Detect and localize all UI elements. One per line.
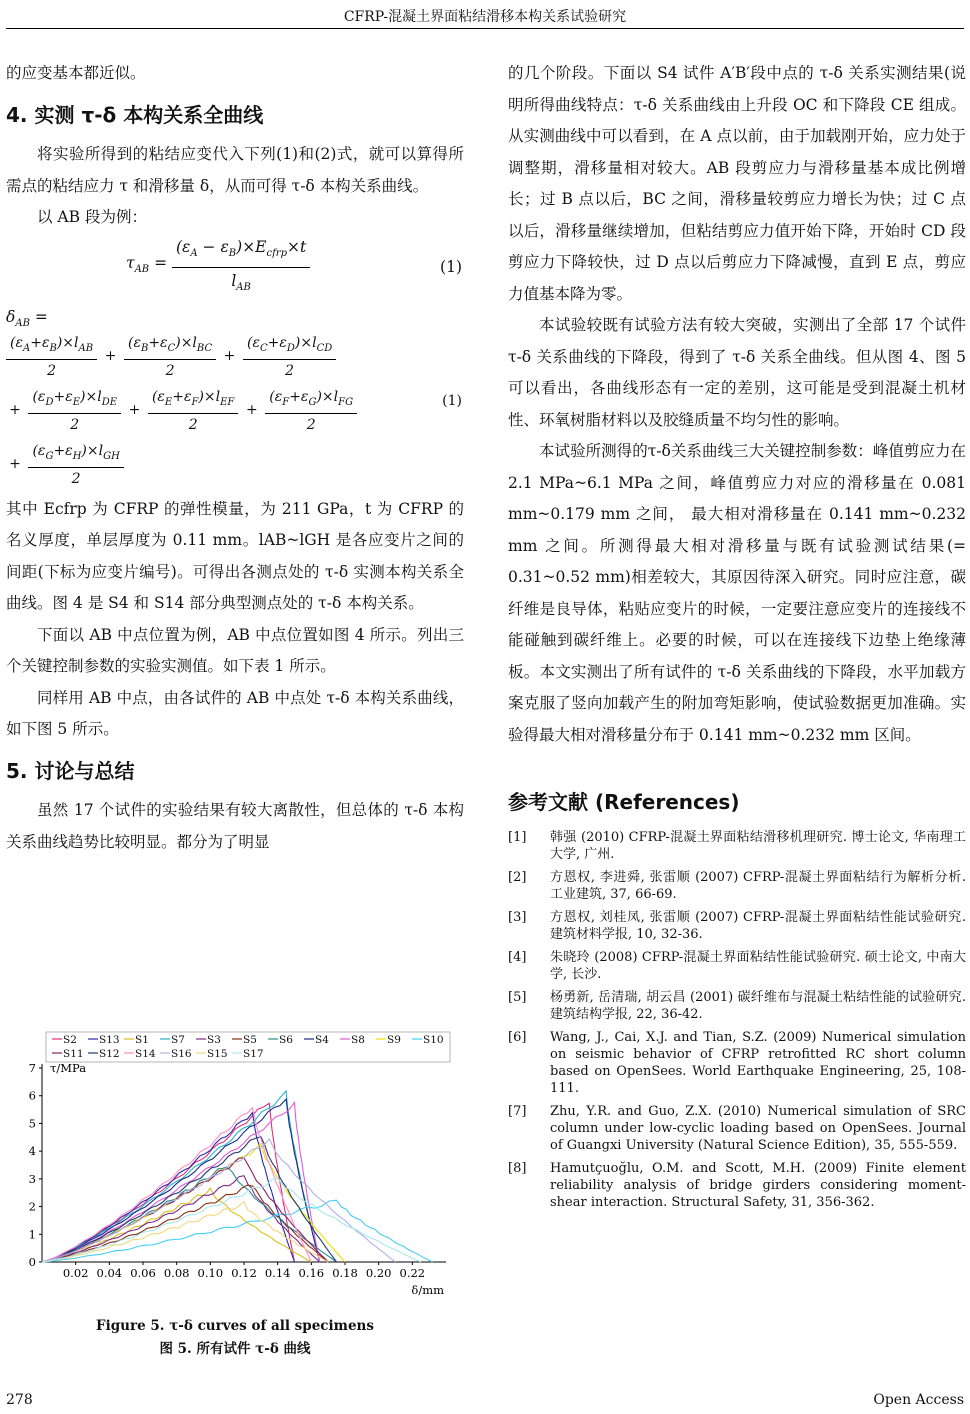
reference-number: [5] — [508, 989, 527, 1005]
equation-row: $\frac{(\varepsilon_A+\varepsilon_B)\times l_{AB}}{2}$ + $\frac{(\varepsilon_B+\varepsilon_C)\times l_{BC}}{2}$ + $\frac{(\varepsilon_C+\varepsilon_D)\times l_{CD}}{2}$ — [6, 332, 464, 386]
legend-label: S13 — [99, 1034, 120, 1046]
paragraph: 的几个阶段。下面以 S4 试件 A′B′段中点的 τ-δ 关系实测结果(说明所得曲线特点：τ-δ 关系曲线由上升段 OC 和下降段 CE 组成。从实测曲线中可以看到，在 A 点以前，由于加载刚开始，应力处于调整期，滑移量相对较大。AB 段剪应力与滑移量基本成比例增长；过 B 点以后，BC 之间，滑移量较剪应力增长为快；过 C 点以后，滑移量继续增加，但粘结剪应力值开始下降，开始时 CD 段剪应力下降较快，过 D 点以后剪应力下降减慢，直到 E 点，剪应力值基本降为零。 — [508, 64, 966, 303]
y-tick-label: 6 — [28, 1088, 36, 1103]
reference-number: [1] — [508, 829, 527, 845]
reference-text: Zhu, Y.R. and Guo, Z.X. (2010) Numerical simulation of SRC column under low-cyclic loading based on OpenSees. Journal of Guangxi University (Natural Science Edition), 35, 555-559. — [550, 1103, 966, 1153]
page-number: 278 — [6, 1392, 33, 1408]
chart-svg — [6, 1028, 464, 1318]
reference-number: [6] — [508, 1029, 527, 1045]
paragraph: 虽然 17 个试件的实验结果有较大离散性，但总体的 τ-δ 本构关系曲线趋势比较明显。都分为了明显 — [6, 801, 464, 851]
legend-label: S5 — [243, 1034, 257, 1046]
series-line-s4 — [42, 1099, 320, 1262]
y-tick-label: 3 — [28, 1171, 36, 1186]
legend-label: S6 — [279, 1034, 293, 1046]
legend-label: S11 — [63, 1048, 84, 1060]
x-tick-label: 0.10 — [197, 1266, 224, 1280]
publisher-label: Open Access — [873, 1392, 964, 1408]
y-tick-label: 2 — [28, 1199, 36, 1214]
x-tick-label: 0.06 — [130, 1266, 156, 1280]
x-tick-label: 0.22 — [399, 1266, 426, 1280]
y-tick-label: 4 — [28, 1144, 36, 1159]
left-column — [6, 58, 464, 858]
section-heading-4: 4. 实测 τ-δ 本构关系全曲线 — [6, 102, 264, 127]
legend-label: S4 — [315, 1034, 329, 1046]
running-header: CFRP-混凝土界面粘结滑移本构关系试验研究 — [343, 9, 627, 25]
series-line-s8 — [42, 1103, 320, 1263]
reference-item — [508, 1029, 966, 1097]
legend-label: S3 — [207, 1034, 221, 1046]
reference-text: 杨勇新, 岳清瑞, 胡云昌 (2001) 碳纤维布与混凝土粘结性能的试验研究. 建筑结构学报, 22, 36-42. — [550, 989, 966, 1022]
reference-text: Wang, J., Cai, X.J. and Tian, S.Z. (2009) Numerical simulation on seismic behavior of CFRP retrofitted RC short column based on OpenSees. World Earthquake Engineering, 25, 108-111. — [550, 1029, 966, 1096]
figure-5-chart — [6, 1028, 464, 1368]
legend-label: S9 — [387, 1034, 401, 1046]
reference-item — [508, 909, 966, 943]
paragraph: 本试验较既有试验方法有较大突破，实测出了全部 17 个试件 τ-δ 关系曲线的下降段，得到了 τ-δ 关系全曲线。但从图 4、图 5 可以看出，各曲线形态有一定的差别，这可能是受到混凝土机材性、环氧树脂材料以及胶缝质量不均匀性的影响。 — [508, 316, 966, 429]
paragraph: 同样用 AB 中点，由各试件的 AB 中点处 τ-δ 本构关系曲线，如下图 5 所示。 — [6, 688, 464, 738]
x-tick-label: 0.02 — [62, 1266, 89, 1280]
x-tick-label: 0.08 — [163, 1266, 190, 1280]
equation-delta — [6, 332, 464, 494]
legend-label: S12 — [99, 1048, 120, 1060]
reference-number: [2] — [508, 869, 527, 885]
reference-text: 方恩权, 刘桂凤, 张雷顺 (2007) CFRP-混凝土界面粘结性能试验研究. 建筑材料学报, 10, 32-36. — [550, 909, 966, 942]
paragraph: 以 AB 段为例： — [37, 208, 147, 226]
equation-number: (1) — [442, 392, 462, 409]
reference-number: [7] — [508, 1103, 527, 1119]
equation-tau: $\tau_{AB}$ = $\frac{(\varepsilon_A - \varepsilon_B)\times E_{cfrp}\times t}{l_{AB}}$ (1) — [6, 234, 464, 302]
reference-item — [508, 869, 966, 903]
x-tick-label: 0.18 — [332, 1266, 358, 1280]
reference-number: [4] — [508, 949, 527, 965]
legend-label: S15 — [207, 1048, 228, 1060]
reference-number: [3] — [508, 909, 527, 925]
paragraph: 本试验所测得的τ-δ关系曲线三大关键控制参数：峰值剪应力在 2.1 MPa~6.1 MPa 之间，峰值剪应力对应的滑移量在 0.081 mm~0.179 mm 之间， 最大相对滑移量在 0.141 mm~0.232 mm 之间。所测得最大相对滑移量与既有试验测试结果(= 0.31~0.52 mm)相差较大，其原因待深入研究。同时应注意，碳纤维是良导体，粘贴应变片的时候，一定要注意应变片的连接线不能碰触到碳纤维上。必要的时候，可以在连接线下边垫上绝缘薄板。本文实测出了所有试件的 τ-δ 关系曲线的下降段，水平加载方案克服了竖向加载产生的附加弯矩影响，使试验数据更加准确。实验得最大相对滑移量分布于 0.141 mm~0.232 mm 区间。 — [508, 442, 966, 744]
paragraph: 将实验所得到的粘结应变代入下列(1)和(2)式，就可以算得所需点的粘结应力 τ 和滑移量 δ，从而可得 τ-δ 本构关系曲线。 — [6, 145, 464, 195]
reference-text: 朱晓玲 (2008) CFRP-混凝土界面粘结性能试验研究. 硕士论文, 中南大学, 长沙. — [550, 949, 966, 982]
paragraph: 下面以 AB 中点位置为例，AB 中点位置如图 4 所示。列出三个关键控制参数的实验实测值。如下表 1 所示。 — [6, 625, 464, 675]
legend-label: S16 — [171, 1048, 192, 1060]
figure-caption-en: Figure 5. τ-δ curves of all specimens — [96, 1318, 374, 1334]
reference-text: 韩强 (2010) CFRP-混凝土界面粘结滑移机理研究. 博士论文, 华南理工大学, 广州. — [550, 829, 966, 862]
y-tick-label: 7 — [28, 1061, 36, 1075]
x-tick-label: 0.14 — [264, 1266, 291, 1280]
paragraph: 的应变基本都近似。 — [6, 64, 146, 82]
series-line-s17 — [42, 1178, 421, 1262]
references-heading: 参考文献 (References) — [508, 790, 740, 814]
x-tick-label: 0.20 — [365, 1266, 392, 1280]
figure-caption-cn: 图 5. 所有试件 τ-δ 曲线 — [159, 1341, 311, 1357]
reference-text: Hamutçuoğlu, O.M. and Scott, M.H. (2009) Finite element reliability analysis of bridge girders considering moment-shear interaction. Structural Safety, 31, 356-362. — [550, 1160, 966, 1210]
y-tick-label: 1 — [28, 1227, 36, 1242]
equation-row: + $\frac{(\varepsilon_G+\varepsilon_H)\times l_{GH}}{2}$ — [6, 440, 464, 494]
legend-label: S2 — [63, 1034, 77, 1046]
legend-label: S7 — [171, 1034, 185, 1046]
legend-label: S10 — [423, 1034, 444, 1046]
x-tick-label: 0.16 — [298, 1266, 325, 1280]
reference-number: [8] — [508, 1160, 527, 1176]
right-column — [508, 58, 966, 1217]
y-axis-label: τ/MPa — [50, 1061, 87, 1075]
legend-label: S14 — [135, 1048, 156, 1060]
paragraph: 其中 Ecfrp 为 CFRP 的弹性模量，为 211 GPa，t 为 CFRP 的名义厚度，单层厚度为 0.11 mm。lAB~lGH 是各应变片之间的间距(下标为应变片编号)。可得出各测点处的 τ-δ 实测本构关系全曲线。图 4 是 S4 和 S14 部分典型测点处的 τ-δ 本构关系。 — [6, 499, 464, 612]
x-tick-label: 0.12 — [231, 1266, 257, 1280]
y-tick-label: 0 — [28, 1255, 36, 1269]
reference-item — [508, 989, 966, 1023]
section-heading-5: 5. 讨论与总结 — [6, 758, 135, 783]
reference-item — [508, 829, 966, 863]
equation-row: + $\frac{(\varepsilon_D+\varepsilon_E)\times l_{DE}}{2}$ + $\frac{(\varepsilon_E+\varepsilon_F)\times l_{EF}}{2}$ + $\frac{(\varepsilon_F+\varepsilon_G)\times l_{FG}}{2}$ (1) — [6, 386, 464, 440]
reference-item — [508, 1103, 966, 1154]
legend-label: S1 — [135, 1034, 149, 1046]
legend-label: S8 — [351, 1034, 365, 1046]
reference-item — [508, 1160, 966, 1211]
header-rule — [6, 28, 964, 29]
legend-label: S17 — [243, 1048, 264, 1060]
reference-text: 方恩权, 李进舜, 张雷顺 (2007) CFRP-混凝土界面粘结行为解析分析. 工业建筑, 37, 66-69. — [550, 869, 966, 902]
equation-number: (1) — [440, 257, 462, 276]
reference-list — [508, 829, 966, 1211]
equation-fraction: $\frac{(\varepsilon_A - \varepsilon_B)\times E_{cfrp}\times t}{l_{AB}}$ — [172, 234, 310, 301]
y-tick-label: 5 — [28, 1116, 36, 1131]
x-axis-label: δ/mm — [411, 1283, 444, 1297]
delta-label: $\delta_{AB}$ = — [6, 307, 48, 329]
reference-item — [508, 949, 966, 983]
x-tick-label: 0.04 — [96, 1266, 123, 1280]
